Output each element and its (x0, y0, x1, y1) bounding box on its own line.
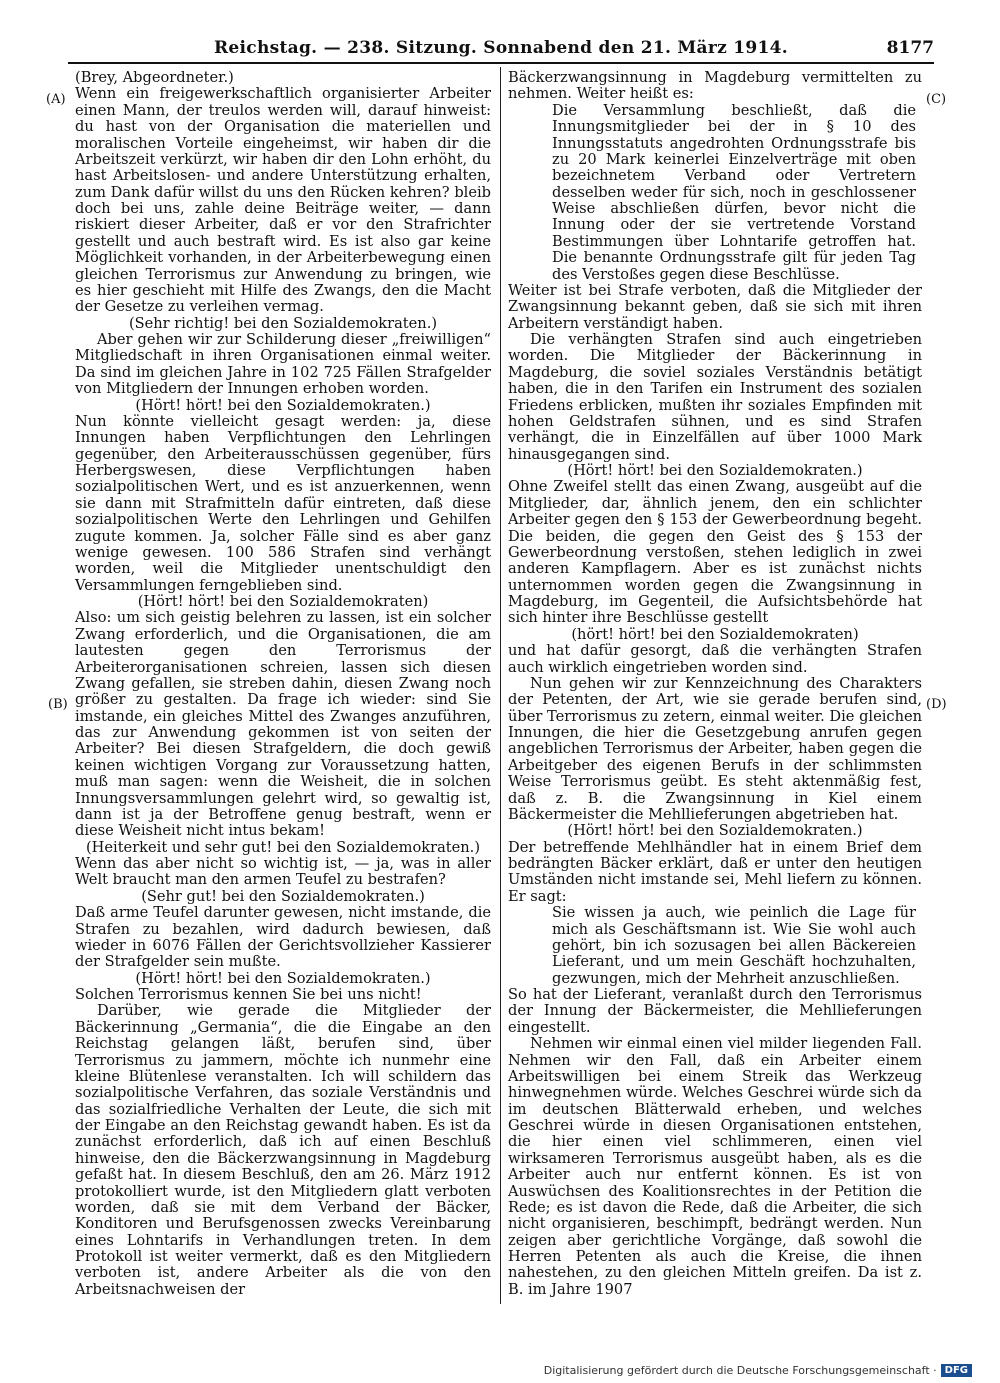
footer-credit: Digitalisierung gefördert durch die Deutsche Forschungsgemeinschaft · (543, 1364, 937, 1377)
footer (544, 1364, 972, 1377)
left-paragraph: Also: um sich geistig belehren zu lassen, ist ein solcher Zwang erforderlich, und die Organisationen, die am lautesten gegen den Terrorismus der Arbeiterorganisationen schreien, lassen sich diesen Zwang gefallen, sie streben dahin, diesen Zwang noch größer zu gestalten. Da frage ich wieder: sind Sie imstande, ein gleiches Mittel des Zwanges anzuführen, das zur Anwendung gekommen ist von seiten der Arbeiter? Bei diesen Strafgeldern, die doch gewiß keinen wichtigen Vorgang zur Voraussetzung hatten, muß man sagen: wenn die Weisheit, die in solchen Innungsversammlungen gelehrt wird, so gewaltig ist, dann ist ja der Betroffene genug bestraft, wenn er diese Weisheit nicht intus bekam! (75, 609, 491, 840)
right-column (508, 70, 922, 1298)
left-paragraph: Daß arme Teufel darunter gewesen, nicht imstande, die Strafen zu bezahlen, wird dadurch bewiesen, daß wieder in 6076 Fällen der Gerichtsvollzieher Kassierer der Strafgelder sein mußte. (75, 904, 491, 971)
right-paragraph: Weiter ist bei Strafe verboten, daß die Mitglieder der Zwangsinnung bekannt geben, daß sie sich mit ihren Arbeitern verständigt haben. (508, 281, 922, 332)
right-quotation: Sie wissen ja auch, wie peinlich die Lage für mich als Geschäftsmann ist. Wie Sie wohl auch gehört, bin ich sozusagen bei allen Bäckereien Lieferant, und um mein Geschäft hochzuhalten, gezwungen, mich der Mehrheit anzuschließen. (552, 904, 916, 987)
right-paragraph: Nun gehen wir zur Kennzeichnung des Charakters der Petenten, der Art, wie sie gerade berufen sind, über Terrorismus zu zetern, einmal weiter. Die gleichen Innungen, die hier die Gesetzgebung anrufen gegen angeblichen Terrorismus der Arbeiter, haben gegen die Arbeitgeber des eigenen Berufs in der schlimmsten Weise Terrorismus geübt. Es steht aktenmäßig fest, daß z. B. die Zwangsinnung in Kiel einem Bäckermeister die Mehllieferungen abgetrieben hat. (508, 674, 922, 823)
left-paragraph: Solchen Terrorismus kennen Sie bei uns nicht! (75, 986, 422, 1003)
left-paragraph: Aber gehen wir zur Schilderung dieser „freiwilligen“ Mitgliedschaft in ihren Organisationen einmal weiter. Da sind im gleichen Jahre in 102 725 Fällen Strafgelder von Mitgliedern der Innungen erhoben worden. (75, 331, 491, 398)
left-paragraph: Wenn das aber nicht so wichtig ist, — ja, was in aller Welt braucht man den armen Teufel zu bestrafen? (75, 855, 491, 889)
left-interjection: (Hört! hört! bei den Sozialdemokraten.) (135, 396, 431, 414)
page-number: 8177 (886, 38, 934, 58)
header-title: Reichstag. — 238. Sitzung. Sonnabend den 21. März 1914. (214, 38, 788, 58)
margin-mark-d: (D) (926, 697, 947, 712)
right-quotation: Die Versammlung beschließt, daß die Innungsmitglieder bei der in § 10 des Innungsstatuts angedrohten Ordnungsstrafe bis zu 20 Mark keinerlei Einzelverträge mit oben bezeichnetem Verband oder Vertretern desselben weder für sich, noch in geschlossener Weise abschließen dürfen, bevor nicht die Innung oder der sie vertretende Vorstand Bestimmungen über Lohntarife getroffen hat. Die benannte Ordnungsstrafe gilt für jeden Tag des Verstoßes gegen diese Beschlüsse. (552, 101, 916, 283)
right-paragraph: So hat der Lieferant, veranlaßt durch den Terrorismus der Innung der Bäckermeister, die Mehllieferungen eingestellt. (508, 986, 922, 1036)
left-paragraph: Nun könnte vielleicht gesagt werden: ja, diese Innungen haben Verpflichtungen den Lehrlingen gegenüber, den Arbeiterausschüssen gegenüber, fürs Herbergswesen, diese Verpflichtungen haben sozialpolitischen Wert, und es ist anzuerkennen, wenn sie dann mit Strafmitteln dafür eintreten, daß diese sozialpolitischen Werte den Lehrlingen und Gehilfen zugute kommen. Ja, solcher Fälle sind es aber ganz wenige gewesen. 100 586 Strafen sind verhängt worden, weil die Mitglieder unentschuldigt den Versammlungen ferngeblieben sind. (75, 412, 491, 594)
left-interjection: (Hört! hört! bei den Sozialdemokraten.) (135, 969, 431, 987)
page-header (68, 38, 934, 64)
right-paragraph: Nehmen wir einmal einen viel milder liegenden Fall. Nehmen wir den Fall, daß ein Arbeiter einem Arbeitswilligen bei einem Streik das Werkzeug hinwegnehmen würde. Welches Geschrei würde sich da im deutschen Blätterwald erheben, und welches Geschrei würde in diesen Organisationen entstehen, die hier einen viel schlimmeren, einen viel wirksameren Terrorismus ausgeübt haben, als es die Arbeiter auch nur entfernt können. Es ist von Auswüchsen des Koalitionsrechtes in der Petition die Rede; es ist davon die Rede, daß die Arbeiter, die sich nicht organisieren, beschimpft, bedrängt werden. Nun zeigen aber gerichtliche Vorgänge, daß sowohl die Herren Petenten als auch die Kreise, die ihnen nahestehen, zu den gleichen Mitteln greifen. Da ist z. B. im Jahre 1907 (508, 1035, 922, 1298)
right-interjection: (Hört! hört! bei den Sozialdemokraten.) (567, 822, 863, 840)
left-interjection: (Sehr richtig! bei den Sozialdemokraten.) (128, 314, 438, 332)
margin-mark-b: (B) (48, 697, 68, 712)
right-paragraph: Der betreffende Mehlhändler hat in einem Brief dem bedrängten Bäcker erklärt, daß er unter den heutigen Umständen nicht imstande sei, Mehl liefern zu können. Er sagt: (508, 838, 922, 905)
dfg-logo: DFG (941, 1364, 972, 1377)
left-paragraph: Wenn ein freigewerkschaftlich organisierter Arbeiter einen Mann, der treulos werden will, darauf hinweist: du hast von der Organisation die materiellen und moralischen Vorteile eingeheimst, wir haben dir die Arbeitszeit verkürzt, wir haben dir den Lohn erhöht, du hast Arbeitslosen- und andere Unterstützung erhalten, zum Dank dafür willst du uns den Rücken kehren? bleib doch bei uns, zahle deine Beiträge weiter, — dann riskiert dieser Arbeiter, daß er vor den Strafrichter gestellt und auch bestraft wird. Es ist also gar keine Möglichkeit vorhanden, in der Arbeiterbewegung einen gleichen Terrorismus zur Anwendung zu bringen, wie es hier geschieht mit Hilfe des Zwangs, den die Macht der Gesetze zu verleihen vermag. (75, 85, 491, 316)
left-interjection: (Heiterkeit und sehr gut! bei den Sozialdemokraten.) (85, 838, 481, 856)
right-interjection: (hört! hört! bei den Sozialdemokraten) (571, 625, 859, 643)
margin-mark-a: (A) (46, 92, 66, 107)
column-divider (500, 67, 501, 1304)
right-paragraph: Die verhängten Strafen sind auch eingetrieben worden. Die Mitglieder der Bäckerinnung in Magdeburg, die soviel soziales Verständnis betätigt haben, die in den Tarifen ein Instrument des sozialen Friedens erblicken, mußten ihr soziales Empfinden mit hohen Geldstrafen sühnen, und es sind Strafen verhängt, die in Einzelfällen auf über 1000 Mark hinausgegangen sind. (508, 331, 922, 463)
margin-mark-c: (C) (926, 92, 947, 107)
left-paragraph: Darüber, wie gerade die Mitglieder der Bäckerinnung „Germania“, die die Eingabe an den Reichstag gelangen läßt, berufen sind, über Terrorismus zu jammern, möchte ich nunmehr eine kleine Blütenlese veranstalten. Ich will schildern das sozialpolitische Verfahren, das soziale Verständnis und das sozialfriedliche Verhalten der Leute, die sich mit der Eingabe an den Reichstag gewandt haben. Es ist da zunächst erforderlich, daß ich auf einen Beschluß hinweise, den die Bäckerzwangsinnung in Magdeburg gefaßt hat. In diesem Beschluß, den am 26. März 1912 protokolliert wurde, ist den Mitgliedern glatt verboten worden, daß sie mit dem Verband der Bäcker, Konditoren und Berufsgenossen zwecks Vereinbarung eines Lohntarifs in Verhandlungen treten. In dem Protokoll ist weiter vermerkt, daß es den Mitgliedern verboten ist, andere Arbeiter als die von den Arbeitsnachweisen der (75, 1002, 491, 1298)
left-interjection: (Sehr gut! bei den Sozialdemokraten.) (141, 887, 425, 905)
right-paragraph: Bäckerzwangsinnung in Magdeburg vermittelten zu nehmen. Weiter heißt es: (508, 69, 922, 103)
left-column (75, 70, 491, 1298)
right-paragraph: Ohne Zweifel stellt das einen Zwang, ausgeübt auf die Mitglieder, dar, ähnlich jenem, den ein schlichter Arbeiter gegen den § 153 der Gewerbeordnung begeht. Die beiden, die gegen den Geist des § 153 der Gewerbeordnung verstoßen, stehen lediglich in zwei anderen Kampflagern. Aber es ist zunächst nichts unternommen worden gegen die Zwangsinnung in Magdeburg, im Gegenteil, die Aufsichtsbehörde hat sich hinter ihre Beschlüsse gestellt (508, 478, 922, 627)
right-interjection: (Hört! hört! bei den Sozialdemokraten.) (567, 462, 863, 479)
left-paragraph: (Brey, Abgeordneter.) (75, 69, 234, 86)
right-paragraph: und hat dafür gesorgt, daß die verhängten Strafen auch wirklich eingetrieben worden sind. (508, 642, 922, 676)
left-interjection: (Hört! hört! bei den Sozialdemokraten) (137, 593, 429, 610)
